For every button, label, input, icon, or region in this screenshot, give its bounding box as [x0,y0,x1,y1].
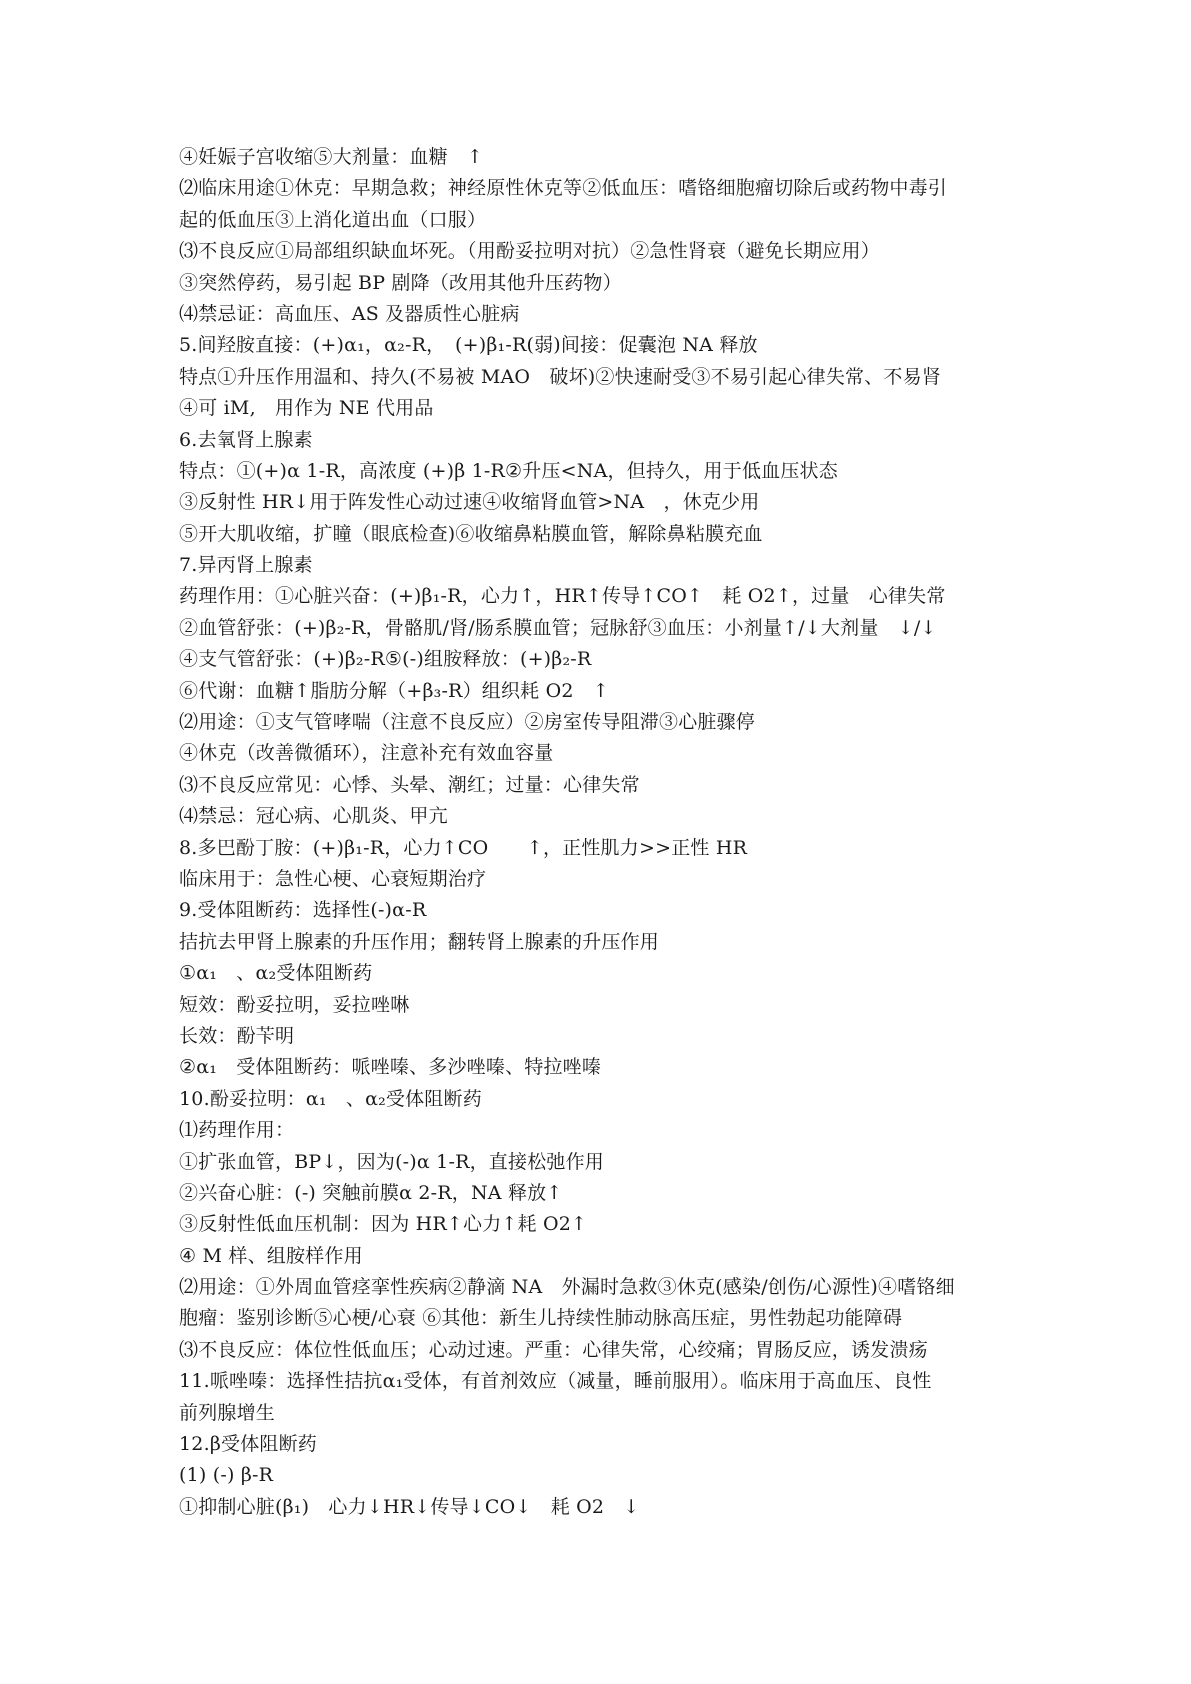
text-line: 胞瘤：鉴别诊断⑤心梗/心衰 ⑥其他：新生儿持续性肺动脉高压症，男性勃起功能障碍 [179,1307,903,1330]
text-line: ⑵临床用途①休克：早期急救；神经原性休克等②低血压：嗜铬细胞瘤切除后或药物中毒引 [179,177,948,200]
text-line: 长效：酚苄明 [179,1024,295,1047]
text-line: ⑶不良反应：体位性低血压；心动过速。严重：心律失常，心绞痛；胃肠反应，诱发溃疡 [179,1338,928,1361]
text-line: ⑴药理作用： [179,1119,295,1142]
text-line: ③反射性 HR↓用于阵发性心动过速④收缩肾血管>NA ，休克少用 [179,491,760,514]
document-body [179,142,1039,1523]
text-line: ④可 iM, 用作为 NE 代用品 [179,397,434,420]
text-line: ①扩张血管，BP↓，因为(-)α 1-R，直接松弛作用 [179,1150,604,1173]
text-line: ④休克（改善微循环），注意补充有效血容量 [179,742,554,765]
text-line: ④支气管舒张：(+)β₂-R⑤(-)组胺释放：(+)β₂-R [179,648,592,671]
text-line: ⑷禁忌证：高血压、AS 及器质性心脏病 [179,302,520,325]
text-line: 7.异丙肾上腺素 [179,554,313,577]
text-line: ⑵用途：①外周血管痉挛性疾病②静滴 NA 外漏时急救③休克(感染/创伤/心源性)④嗜铬细 [179,1276,955,1299]
text-line: ②兴奋心脏：(-) 突触前膜α 2-R，NA 释放↑ [179,1181,563,1204]
text-line: ⑵用途：①支气管哮喘（注意不良反应）②房室传导阻滞③心脏骤停 [179,711,756,734]
text-line: (1) (-) β-R [179,1464,274,1487]
text-line: 5.间羟胺直接：(+)α₁，α₂-R， (+)β₁-R(弱)间接：促囊泡 NA 释放 [179,334,758,357]
text-line: 9.受体阻断药：选择性(-)α-R [179,899,427,922]
text-line: ③反射性低血压机制：因为 HR↑心力↑耗 O2↑ [179,1213,588,1236]
text-line: 前列腺增生 [179,1401,276,1424]
text-line: 短效：酚妥拉明，妥拉唑啉 [179,993,410,1016]
text-line: ⑷禁忌：冠心病、心肌炎、甲亢 [179,805,448,828]
text-line: 6.去氧肾上腺素 [179,428,313,451]
text-line: ⑤开大肌收缩，扩瞳（眼底检查)⑥收缩鼻粘膜血管，解除鼻粘膜充血 [179,522,763,545]
text-line: ⑥代谢：血糖↑脂肪分解（+β₃-R）组织耗 O2 ↑ [179,679,609,702]
text-line: ②血管舒张：(+)β₂-R，骨骼肌/肾/肠系膜血管；冠脉舒③血压：小剂量↑/↓大剂量 ↓/↓ [179,616,937,639]
text-line: ④妊娠子宫收缩⑤大剂量：血糖 ↑ [179,146,484,168]
text-line: 起的低血压③上消化道出血（口服） [179,208,487,231]
text-line: 10.酚妥拉明：α₁ 、α₂受体阻断药 [179,1087,482,1110]
text-line: ②α₁ 受体阻断药：哌唑嗪、多沙唑嗪、特拉唑嗪 [179,1056,602,1079]
text-line: ①α₁ 、α₂受体阻断药 [179,962,373,985]
text-line: 临床用于：急性心梗、心衰短期治疗 [179,867,487,890]
text-line: ①抑制心脏(β₁) 心力↓HR↓传导↓CO↓ 耗 O2 ↓ [179,1495,640,1518]
text-line: 拮抗去甲肾上腺素的升压作用；翻转肾上腺素的升压作用 [179,930,660,953]
text-line: 8.多巴酚丁胺：(+)β₁-R，心力↑CO ↑，正性肌力>>正性 HR [179,836,748,859]
text-line: ⑶不良反应①局部组织缺血坏死。（用酚妥拉明对抗）②急性肾衰（避免长期应用） [179,240,880,263]
text-line: 11.哌唑嗪：选择性拮抗α₁受体，有首剂效应（减量，睡前服用）。临床用于高血压、良性 [179,1370,932,1393]
text-line: 药理作用：①心脏兴奋：(+)β₁-R，心力↑，HR↑传导↑CO↑ 耗 O2↑，过量 心律失常 [179,585,946,608]
text-line: 特点：①(+)α 1-R，高浓度 (+)β 1-R②升压<NA，但持久，用于低血压状态 [179,459,838,482]
text-line: 特点①升压作用温和、持久(不易被 MAO 破坏)②快速耐受③不易引起心律失常、不易肾 [179,365,942,388]
text-line: ③突然停药，易引起 BP 剧降（改用其他升压药物） [179,271,622,294]
text-line: ⑶不良反应常见：心悸、头晕、潮红；过量：心律失常 [179,773,640,796]
text-line: 12.β受体阻断药 [179,1433,318,1456]
text-line: ④ M 样、组胺样作用 [179,1244,363,1267]
